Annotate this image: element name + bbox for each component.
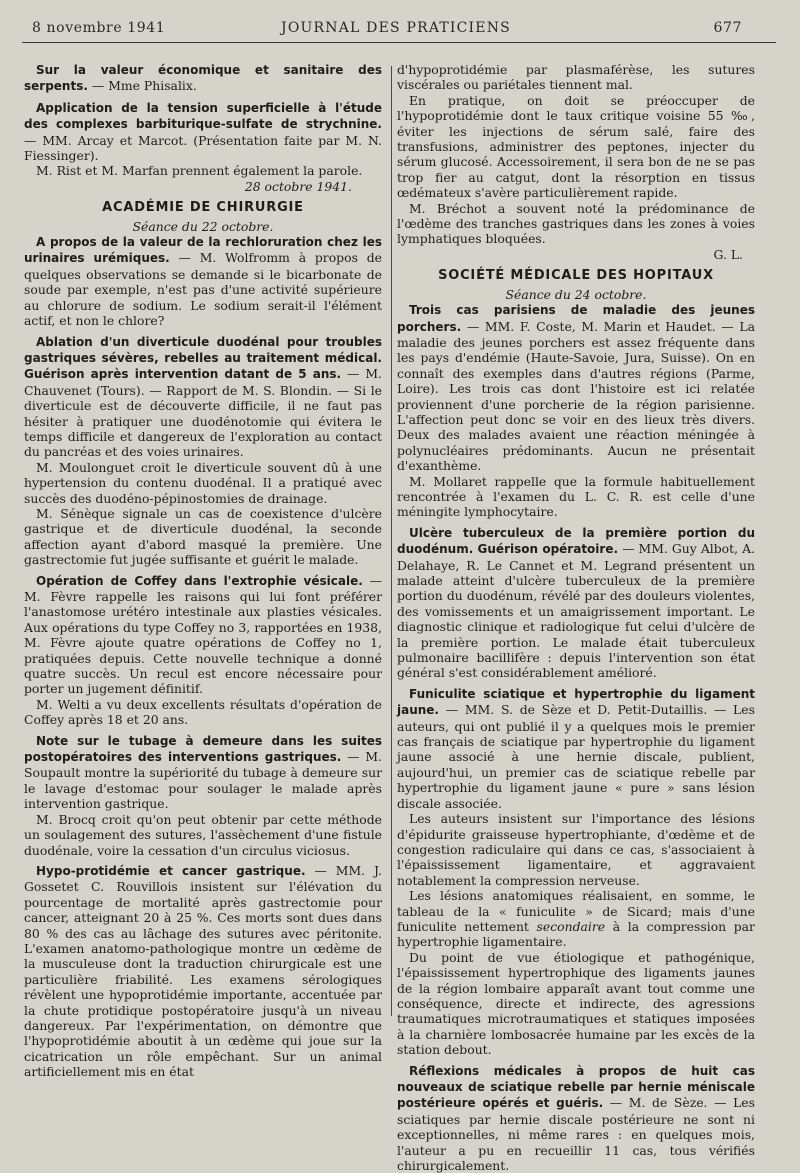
- right-column: [397, 62, 755, 1173]
- header-journal-title: JOURNAL DES PRATICIENS: [281, 20, 511, 36]
- seance-date-1: Séance du 22 octobre.: [132, 218, 274, 234]
- column-divider: [391, 66, 392, 1016]
- header-rule: [22, 42, 776, 43]
- article-hypoprotidemie: Hypo-protidémie et cancer gastrique. — MM. J. Gossetet C. Rouvillois insistent sur l'élévation du pourcentage de mortalité après gastrectomie pour cancer, atteignant 20 à 25 %. Ces morts sont dues dans 80 % des cas au lâchage des sutures avec péritonite. L'examen anatomo-pathologique montre un œdème de la musculeuse dont la traduction chirurgicale est une particulière friabilité. Les examens sérologiques révèlent une hypoprotidémie importante, accentuée par la chute protidique postopératoire jusqu'à un niveau dangereux. Par l'expérimentation, on démontre que l'hypoprotidémie aboutit à un œdème qui joue sur la cicatrication un rôle empêchant. Sur un animal artificiellement mis en état: [24, 862, 382, 1080]
- paragraph-brocq: M. Brocq croit qu'on peut obtenir par cette méthode un soulagement des sutures, l'assèchement d'une fistule duodénale, voire la cessation d'un circulus viciosus.: [24, 811, 382, 858]
- article-serpents: Sur la valeur économique et sanitaire des serpents. — Mme Phisalix.: [24, 63, 382, 94]
- paragraph-brechot: M. Bréchot a souvent noté la prédominance de l'œdème des tranches gastriques dans les zones à voies lymphatiques bloquées.: [397, 200, 755, 247]
- article-jeunes-porchers: Trois cas parisiens de maladie des jeunes porchers. — MM. F. Coste, M. Marin et Haudet. — La maladie des jeunes porchers est assez fréquente dans les pays d'endémie (Haute-Savoie, Jura, Suisse). On en connaît des exemples dans d'autres régions (Parme, Loire). Les trois cas dont l'histoire est ici relatée proviennent d'une porcherie de la région parisienne. L'affection peut donc se voir en des lieux très divers. Deux des malades avaient une réaction méningée à polynucléaires prédominants. Aucun ne présentait d'exanthème.: [397, 303, 755, 474]
- paragraph-seneque: M. Sénèque signale un cas de coexistence d'ulcère gastrique et de diverticule duodénal, la seconde affection ayant d'abord masqué la première. Une gastrectomie fut jugée suffisante et guérit le malade.: [24, 505, 382, 568]
- paragraph-rist-marfan: M. Rist et M. Marfan prennent également la parole.: [36, 163, 363, 179]
- article-ulcere-tuberculeux: Ulcère tuberculeux de la première portion du duodénum. Guérison opératoire. — MM. Guy Albot, A. Delahaye, R. Le Cannet et M. Legrand présentent un malade atteint d'ulcère tuberculeux de la première portion du duodénum, révélé par des douleurs violentes, des vomissements et un amaigrissement important. Le diagnostic clinique et radiologique fut celui d'ulcère de la première portion. Le malade était tuberculeux pulmonaire bacillifère : depuis l'intervention son état général s'est considérablement amélioré.: [397, 525, 755, 681]
- seance-date-2: Séance du 24 octobre.: [505, 286, 647, 302]
- article-funiculite: Funiculite sciatique et hypertrophie du ligament jaune. — MM. S. de Sèze et D. Petit-Dutaillis. — Les auteurs, qui ont publié il y a quelques mois le premier cas français de sciatique par hypertrophie du ligament jaune associé à une hernie discale, publient, aujourd'hui, un premier cas de sciatique rebelle par hypertrophie du ligament jaune « pure » sans lésion discale associée.: [397, 686, 755, 811]
- paragraph-etiologique: Du point de vue étiologique et pathogénique, l'épaississement hypertrophique des ligaments jaunes de la région lombaire apparaît avant tout comme une conséquence, directe et indirecte, des agressions traumatiques microtraumatiques et statiques imposées à la charnière lombosacrée humaine par les excès de la station debout.: [397, 949, 755, 1058]
- section-heading-academie: ACADÉMIE DE CHIRURGIE: [102, 200, 304, 216]
- session-date: 28 octobre 1941.: [244, 178, 352, 194]
- paragraph-lesions-anatomiques: Les lésions anatomiques réalisaient, en somme, le tableau de la « funiculite » de Sicard; mais d'une funiculite nettement secondaire à la compression par hypertrophie ligamentaire.: [397, 888, 755, 950]
- section-heading-societe: SOCIÉTÉ MÉDICALE DES HOPITAUX: [438, 268, 714, 284]
- paragraph-moulonguet: M. Moulonguet croit le diverticule souvent dû à une hypertension du contenu duodénal. Il a pratiqué avec succès des duodéno-pépinostomies de drainage.: [24, 459, 382, 506]
- article-tension-superficielle: Application de la tension superficielle à l'étude des complexes barbiturique-sulfate de strychnine. — MM. Arcay et Marcot. (Présentation faite par M. N. Fiessinger).: [24, 100, 382, 164]
- paragraph-mollaret: M. Mollaret rappelle que la formule habituellement rencontrée à l'examen du L. C. R. est celle d'une méningite lymphocytaire.: [397, 473, 755, 520]
- article-diverticule: Ablation d'un diverticule duodénal pour troubles gastriques sévères, rebelles au traitement médical. Guérison après intervention datant de 5 ans. — M. Chauvenet (Tours). — Rapport de M. S. Blondin. — Si le diverticule est de découverte difficile, il ne faut pas hésiter à pratiquer une duodénotomie qui évitera le temps difficile et dangereux de l'exploration au contact du pancréas et des voies urinaires.: [24, 334, 382, 460]
- paragraph-auteurs-insistent: Les auteurs insistent sur l'importance des lésions d'épidurite graisseuse hypertrophiante, d'œdème et de congestion radiculaire qui dans ce cas, s'associaient à l'épaississement ligamentaire, et aggravaient notablement la compression nerveuse.: [397, 811, 755, 888]
- article-tubage: Note sur le tubage à demeure dans les suites postopératoires des interventions gastriques. — M. Soupault montre la supériorité du tubage à demeure sur le lavage d'estomac pour soulager le malade après intervention gastrique.: [24, 733, 382, 812]
- article-coffey: Opération de Coffey dans l'extrophie vésicale. — M. Fèvre rappelle les raisons qui lui font préférer l'anastomose urétéro intestinale aux plasties vésicales. Aux opérations du type Coffey no 3, rapportées en 1938, M. Fèvre ajoute quatre opérations de Coffey no 1, pratiquées depuis. Cette nouvelle technique a donné quatre succès. Un recul est encore nécessaire pour porter un jugement définitif.: [24, 572, 382, 697]
- left-column: [24, 62, 382, 1080]
- signature: G. L.: [713, 246, 743, 262]
- article-reflexions-sciatique: Réflexions médicales à propos de huit cas nouveaux de sciatique rebelle par hernie méniscale postérieure opérés et guéris. — M. de Sèze. — Les sciatiques par hernie discale postérieure ne sont ni exceptionnelles, ni même rares : en quelques mois, l'auteur a pu en recueillir 11 cas, tous vérifiés chirurgicalement.: [397, 1063, 755, 1173]
- article-rechloruration: A propos de la valeur de la rechloruration chez les urinaires urémiques. — M. Wolfromm à propos de quelques observations se demande si le bicarbonate de soude par exemple, n'est pas d'une activité supérieure au chlorure de sodium. Le sodium serait-il l'élément actif, et non le chlore?: [24, 235, 382, 329]
- header-date: 8 novembre 1941: [32, 20, 166, 36]
- paragraph-continuation: d'hypoprotidémie par plasmaférèse, les sutures viscérales ou pariétales tiennent mal.: [397, 62, 755, 93]
- header-page-number: 677: [713, 20, 742, 36]
- page-header: [22, 20, 770, 40]
- paragraph-welti: M. Welti a vu deux excellents résultats d'opération de Coffey après 18 et 20 ans.: [24, 696, 382, 728]
- paragraph-pratique: En pratique, on doit se préoccuper de l'hypoprotidémie dont le taux critique voisine 55 ‰, éviter les injections de sérum salé, faire des transfusions, administrer des peptones, injecter du sérum glucosé. Accessoirement, il sera bon de ne se pas trop fier au catgut, dont la résorption en tissus œdémateux s'avère particulièrement rapide.: [397, 92, 755, 201]
